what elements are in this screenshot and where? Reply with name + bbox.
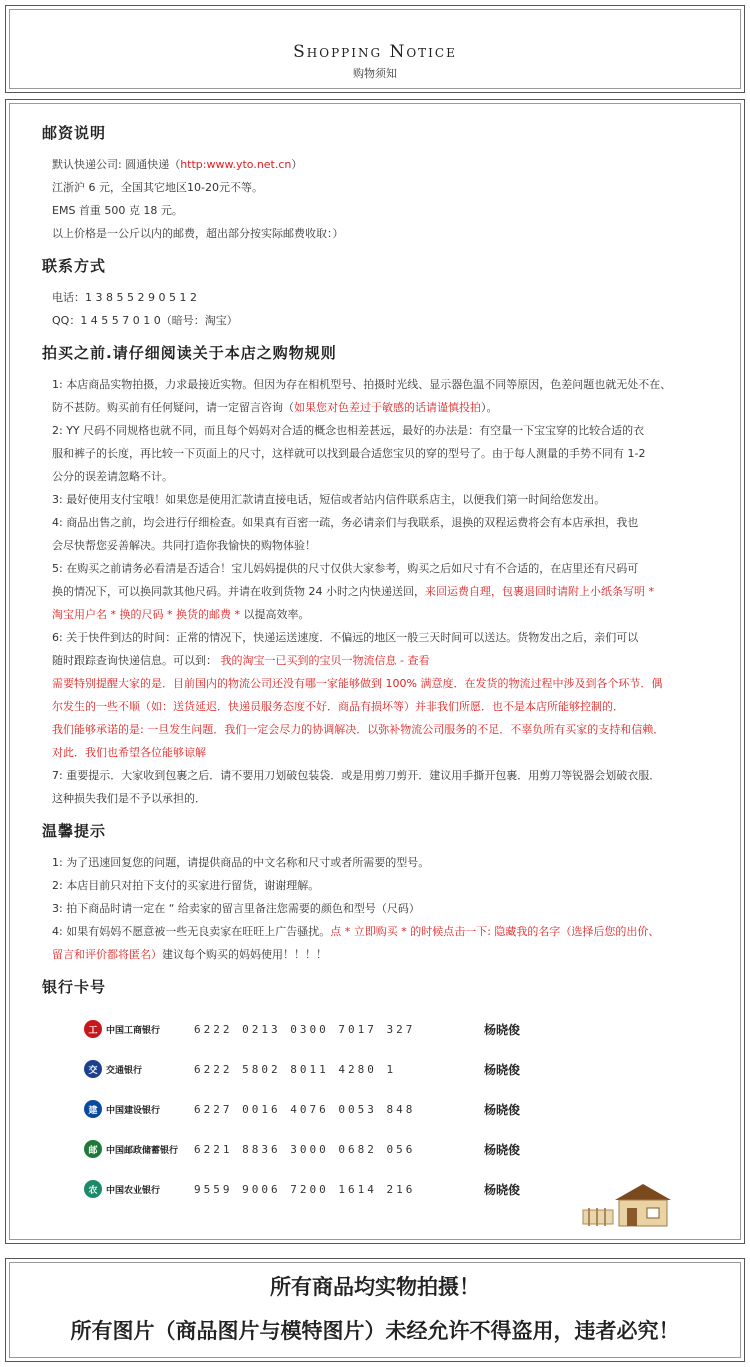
highlight-text: 如果您对色差过于敏感的话请谨慎投拍 [294, 401, 481, 414]
line-text: 换的情况下，可以换同款其他尺码。并请在收到货物 24 小时之内快递送回， [52, 585, 425, 598]
notice-content [42, 122, 722, 1219]
contact-title: 联系方式 [42, 257, 107, 275]
line-text: 3: 最好使用支付宝哦！如果您是使用汇款请直接电话，短信或者站内信件联系店主，以便我们第一时间给您发出。 [52, 493, 606, 506]
account-holder: 杨晓俊 [484, 1182, 521, 1197]
footer-line-1: 所有商品均实物拍摄！ [270, 1274, 480, 1299]
bank-name: 中国工商银行 [106, 1025, 161, 1036]
text-line [52, 787, 722, 810]
text-line [52, 199, 722, 222]
text-line [52, 603, 722, 626]
bank-logo [84, 1020, 194, 1038]
bank-logo [84, 1180, 194, 1198]
footer-panel [5, 1258, 745, 1362]
text-line [52, 465, 722, 488]
postage-lines [42, 153, 722, 245]
text-line [52, 511, 722, 534]
text-line [52, 176, 722, 199]
text-line [52, 222, 722, 245]
text-line [52, 442, 722, 465]
line-text: 7: 重要提示．大家收到包裹之后．请不要用刀划破包装袋．或是用剪刀剪开．建议用手撕开包裹．用剪刀等锐器会划破衣服． [52, 769, 661, 782]
line-text: 4: 商品出售之前，均会进行仔细检查。如果真有百密一疏，务必请亲们与我联系，退换的双程运费将会有本店承担，我也 [52, 516, 639, 529]
bank-logo [84, 1060, 194, 1078]
bank-name: 交通银行 [106, 1065, 143, 1076]
bank-name: 中国农业银行 [106, 1185, 161, 1196]
line-text: 3: 拍下商品时请一定在 “ 给卖家的留言里备注您需要的颜色和型号（尺码） [52, 902, 420, 915]
line-text: 公分的误差请忽略不计。 [52, 470, 173, 483]
line-text: 2: YY 尺码不同规格也就不同，而且每个妈妈对合适的概念也相差甚远，最好的办法是：有空量一下宝宝穿的比较合适的衣 [52, 424, 645, 437]
tips-section [42, 820, 722, 966]
text-line [52, 626, 722, 649]
rules-section [42, 342, 722, 810]
text-line [52, 897, 722, 920]
highlight-text: 淘宝用户名 * 换的尺码 * 换货的邮费 * [52, 608, 240, 621]
line-text: 这种损失我们是不予以承担的． [52, 792, 206, 805]
psbc-logo-icon: 邮 [84, 1140, 102, 1158]
tips-title: 温馨提示 [42, 822, 107, 840]
line-text: QQ：1 4 5 5 7 0 1 0（暗号：淘宝） [52, 314, 238, 327]
line-text: 2: 本店目前只对拍下支付的买家进行留货，谢谢理解。 [52, 879, 320, 892]
bank-row [84, 1049, 722, 1089]
line-text: 电话：1 3 8 5 5 2 9 0 5 1 2 [52, 291, 197, 304]
highlight-text: 留言和评价都将匿名） [52, 948, 162, 961]
bank-account-number: 6222 5802 8011 4280 1 [194, 1062, 397, 1076]
house-illustration-icon [581, 1180, 677, 1228]
rules-lines [42, 373, 722, 810]
highlight-text: 来回运费自理，包裹退回时请附上小纸条写明 * [425, 585, 654, 598]
line-text: 默认快递公司: 圆通快递（ [52, 158, 181, 171]
banks-title: 银行卡号 [42, 978, 107, 996]
bank-account-number: 9559 9006 7200 1614 216 [194, 1182, 416, 1196]
highlight-text: 需要特别提醒大家的是．目前国内的物流公司还没有哪一家能够做到 100% 满意度．在发货的物流过程中涉及到各个环节．偶 [52, 677, 663, 690]
line-text: 5: 在购买之前请务必看清是否适合！宝儿妈妈提供的尺寸仅供大家参考，购买之后如尺寸有不合适的，在店里还有尺码可 [52, 562, 639, 575]
text-line [52, 718, 722, 741]
line-text: ）。 [481, 401, 498, 414]
header-title-en: Shopping Notice [293, 42, 457, 62]
line-text: 随时跟踪查询快递信息。可以到： [52, 654, 221, 667]
text-line [52, 874, 722, 897]
bocom-logo-icon: 交 [84, 1060, 102, 1078]
account-holder: 杨晓俊 [484, 1062, 521, 1077]
bank-logo [84, 1100, 194, 1118]
text-line [52, 153, 722, 176]
header-title-cn: 购物须知 [353, 67, 397, 80]
ccb-logo-icon: 建 [84, 1100, 102, 1118]
text-line [52, 851, 722, 874]
line-text: 以上价格是一公斤以内的邮费，超出部分按实际邮费收取：） [52, 227, 344, 240]
footer-line-2: 所有图片（商品图片与模特图片）未经允许不得盗用，违者必究！ [70, 1318, 680, 1343]
highlight-text: 对此．我们也希望各位能够谅解 [52, 746, 206, 759]
text-line [52, 580, 722, 603]
line-text: 以提高效率。 [239, 608, 310, 621]
line-text: 4: 如果有妈妈不愿意被一些无良卖家在旺旺上广告骚扰。 [52, 925, 331, 938]
highlight-text: 点 * 立即购买 * 的时候点击一下: 隐藏我的名字（选择后您的出价、 [330, 925, 660, 938]
postage-section [42, 122, 722, 245]
line-text: ） [291, 158, 303, 171]
postage-title: 邮资说明 [42, 124, 107, 142]
bank-row [84, 1009, 722, 1049]
line-text: 服和裤子的长度，再比较一下页面上的尺寸，这样就可以找到最合适您宝贝的穿的型号了。由于每人测量的手势不同有 1-2 [52, 447, 646, 460]
text-line [52, 396, 722, 419]
line-text: 1: 本店商品实物拍摄，力求最接近实物。但因为存在相机型号、拍摄时光线、显示器色温不同等原因，色差问题也就无处不在、 [52, 378, 672, 391]
contact-section [42, 255, 722, 332]
highlight-text: 尔发生的一些不顺（如：送货延迟．快递员服务态度不好．商品有损坏等）并非我们所愿．也不是本店所能够控制的． [52, 700, 624, 713]
bank-account-number: 6221 8836 3000 0682 056 [194, 1142, 416, 1156]
text-line [52, 920, 722, 943]
line-text: 防不甚防。购买前有任何疑问，请一定留言咨询（ [52, 401, 294, 414]
bank-account-number: 6222 0213 0300 7017 327 [194, 1022, 416, 1036]
banks-section [42, 976, 722, 1209]
account-holder: 杨晓俊 [484, 1102, 521, 1117]
text-line [52, 943, 722, 966]
text-line [52, 764, 722, 787]
notice-panel [5, 99, 745, 1244]
bank-logo [84, 1140, 194, 1158]
abc-logo-icon: 农 [84, 1180, 102, 1198]
text-line [52, 373, 722, 396]
bank-account-number: 6227 0016 4076 0053 848 [194, 1102, 416, 1116]
highlight-text: 我的淘宝一已买到的宝贝一物流信息 - 查看 [220, 654, 430, 667]
text-line [52, 286, 722, 309]
text-line [52, 557, 722, 580]
bank-row [84, 1129, 722, 1169]
tips-lines [42, 851, 722, 966]
account-holder: 杨晓俊 [484, 1022, 521, 1037]
highlight-text: 我们能够承诺的是: 一旦发生问题．我们一定会尽力的协调解决．以弥补物流公司服务的不足．不辜负所有买家的支持和信赖． [52, 723, 665, 736]
icbc-logo-icon: 工 [84, 1020, 102, 1038]
bank-name: 中国建设银行 [106, 1105, 161, 1116]
bank-list [42, 1009, 722, 1209]
contact-lines [42, 286, 722, 332]
line-text: 建议每个购买的妈妈使用！！！！ [162, 948, 327, 961]
line-text: 会尽快帮您妥善解决。共同打造你我愉快的购物体验！ [52, 539, 316, 552]
line-text: EMS 首重 500 克 18 元。 [52, 204, 183, 217]
account-holder: 杨晓俊 [484, 1142, 521, 1157]
bank-row [84, 1089, 722, 1129]
text-line [52, 649, 722, 672]
line-text: 6: 关于快件到达的时间：正常的情况下，快递运送速度．不偏远的地区一般三天时间可以送达。货物发出之后，亲们可以 [52, 631, 639, 644]
text-line [52, 672, 722, 695]
line-text: 江浙沪 6 元，全国其它地区10-20元不等。 [52, 181, 263, 194]
header-panel [5, 5, 745, 93]
line-text: 1: 为了迅速回复您的问题，请提供商品的中文名称和尺寸或者所需要的型号。 [52, 856, 430, 869]
text-line [52, 695, 722, 718]
highlight-text: http:www.yto.net.cn [180, 158, 292, 171]
text-line [52, 419, 722, 442]
text-line [52, 309, 722, 332]
rules-title: 拍买之前.请仔细阅读关于本店之购物规则 [42, 344, 337, 362]
text-line [52, 488, 722, 511]
text-line [52, 741, 722, 764]
bank-name: 中国邮政储蓄银行 [106, 1145, 179, 1156]
text-line [52, 534, 722, 557]
